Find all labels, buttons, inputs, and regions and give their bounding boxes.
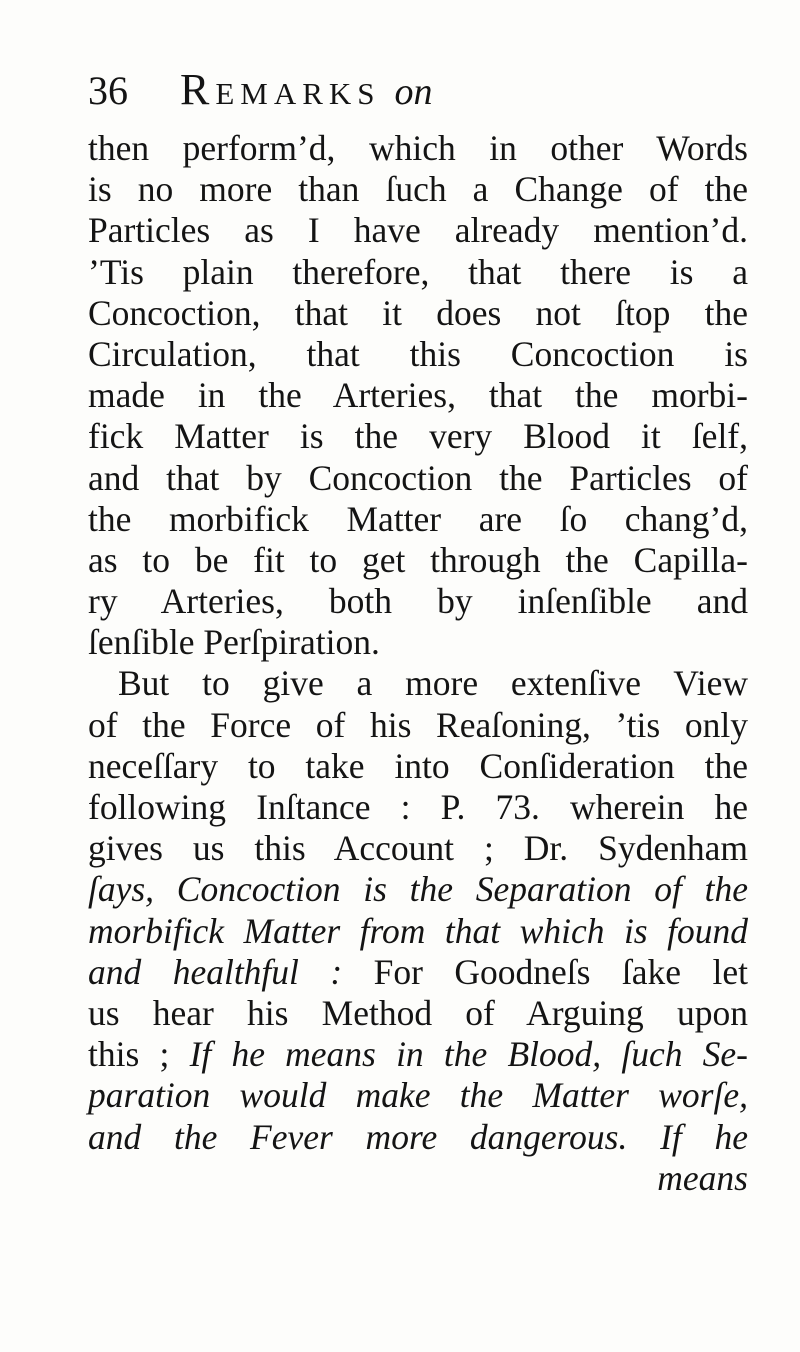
text-line: Concoction, that it does not ſtop the	[88, 292, 748, 333]
text-phrase: For Goodneſs ſake let	[342, 951, 748, 992]
text-line: as to be fit to get through the Capilla-	[88, 539, 748, 580]
catchword: means	[657, 1157, 748, 1198]
text-body	[88, 128, 748, 1199]
text-line: ’Tis plain therefore, that there is a	[88, 251, 748, 292]
text-line: But to give a more extenſive View	[118, 663, 748, 704]
text-line: gives us this Account ; Dr. Sydenham	[88, 828, 748, 869]
running-head-word: on	[394, 71, 433, 113]
text-line: then perform’d, which in other Words	[88, 128, 748, 168]
text-line: fick Matter is the very Blood it ſelf,	[88, 416, 748, 457]
text-line-italic: morbifick Matter from that which is found	[88, 910, 748, 951]
text-phrase: this ;	[88, 1034, 190, 1075]
text-line-italic: and the Fever more dangerous. If he	[88, 1116, 748, 1157]
running-head	[88, 62, 760, 118]
text-line-italic: ſays, Concoction is the Separation of the	[88, 869, 748, 910]
text-line: of the Force of his Reaſoning, ’tis only	[88, 704, 748, 745]
text-line	[88, 1034, 748, 1075]
text-line: is no more than ſuch a Change of the	[88, 169, 748, 210]
text-line: Circulation, that this Concoction is	[88, 333, 748, 374]
italic-phrase: If he means in the Blood, ſuch Se-	[189, 1034, 748, 1075]
text-line: Particles as I have already mention’d.	[88, 210, 748, 251]
text-line	[88, 952, 748, 993]
text-line: neceſſary to take into Conſideration the	[88, 745, 748, 786]
text-line: and that by Concoction the Particles of	[88, 457, 748, 498]
text-line: made in the Arteries, that the morbi-	[88, 375, 748, 416]
text-line: us hear his Method of Arguing upon	[88, 992, 748, 1033]
text-line: following Inſtance : P. 73. wherein he	[88, 787, 748, 827]
text-line: ry Arteries, both by inſenſible and	[88, 581, 748, 622]
text-line: the morbifick Matter are ſo chang’d,	[88, 498, 748, 539]
page-number: 36	[88, 68, 128, 113]
italic-phrase: and healthful :	[88, 951, 343, 992]
text-line: ſenſible Perſpiration.	[88, 622, 380, 663]
running-head-title: Remarks	[180, 65, 381, 114]
text-line-italic: paration would make the Matter worſe,	[88, 1075, 748, 1116]
